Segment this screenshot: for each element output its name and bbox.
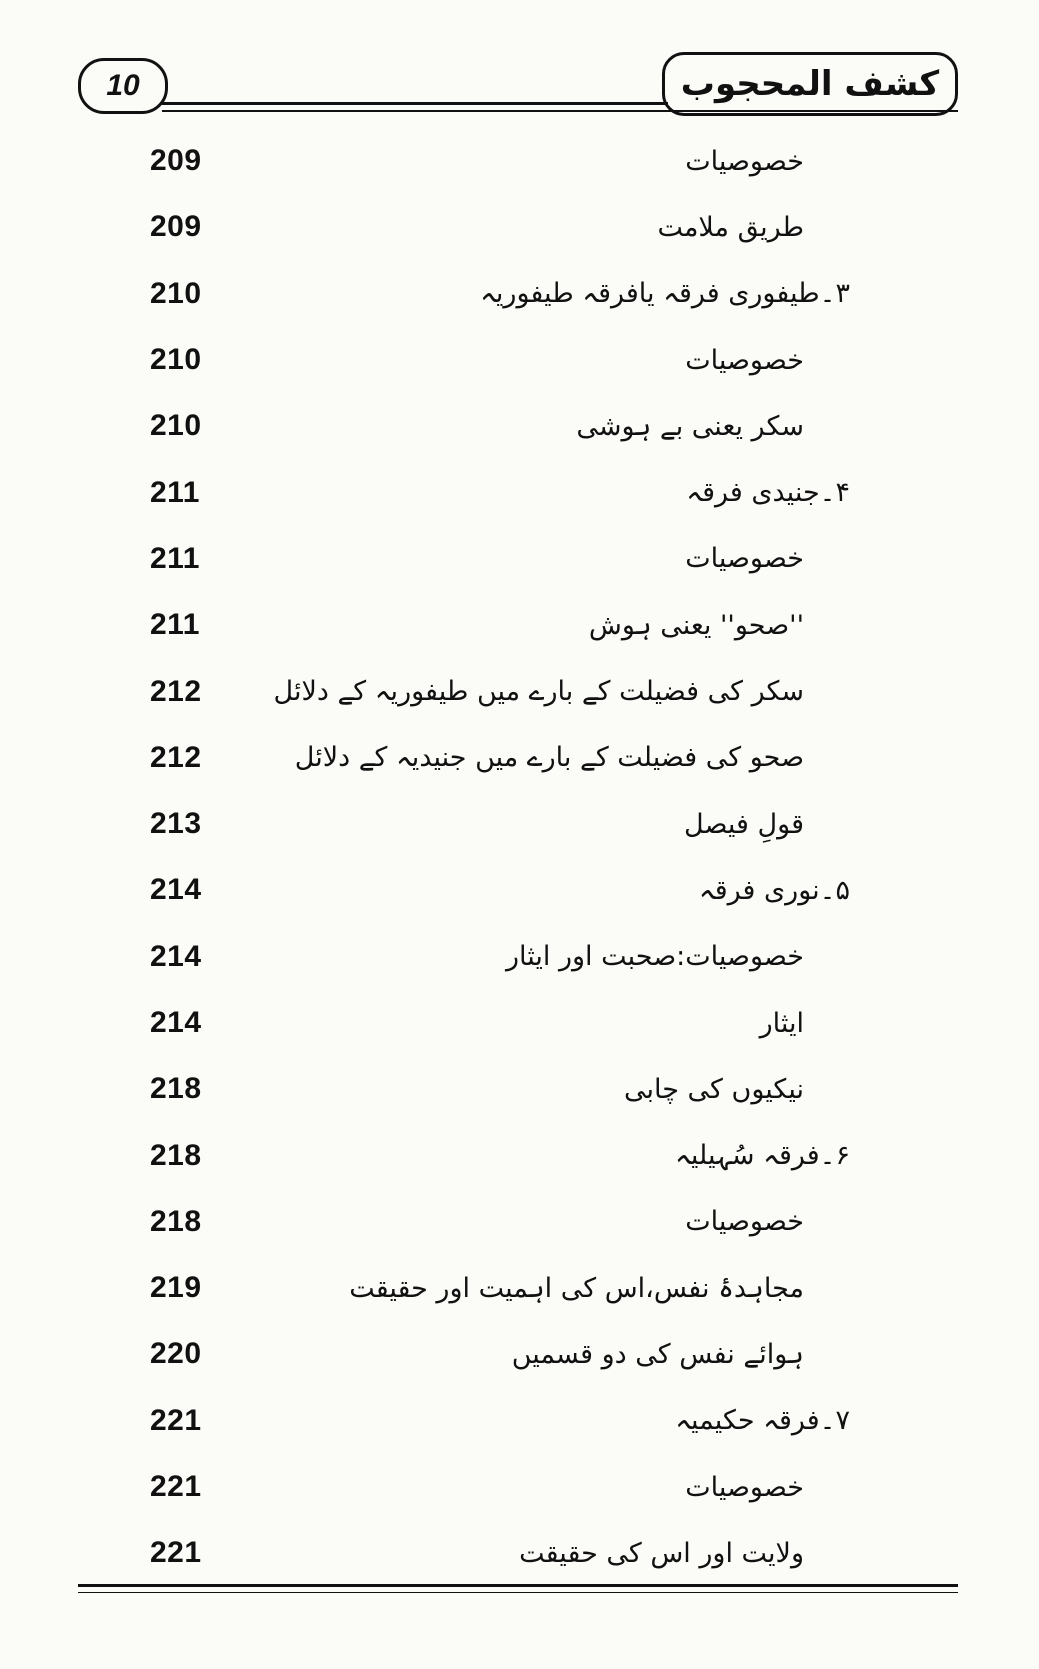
toc-entry (140, 725, 900, 791)
table-of-contents (140, 128, 900, 1587)
toc-entry (140, 1122, 900, 1188)
toc-section-title: ۴۔جنیدی فرقہ (686, 477, 850, 509)
toc-entry-title: ایثار (759, 1007, 804, 1039)
toc-entry (140, 459, 900, 525)
toc-page-number: 211 (150, 475, 200, 509)
footer-rule-thin (78, 1592, 958, 1593)
toc-page-number: 212 (150, 740, 202, 774)
toc-page-number: 221 (150, 1470, 202, 1504)
toc-entry-title: خصوصیات (685, 145, 804, 177)
toc-page-number: 214 (150, 873, 202, 907)
toc-page-number: 210 (150, 409, 202, 443)
toc-entry-title: مجاہدۂ نفس،اس کی اہمیت اور حقیقت (349, 1272, 804, 1304)
toc-page-number: 214 (150, 1006, 202, 1039)
toc-page-number: 218 (150, 1138, 202, 1172)
toc-entry-title: سکر یعنی بے ہوشی (576, 410, 804, 442)
toc-entry (140, 1056, 900, 1122)
toc-entry-title: ''صحو'' یعنی ہوش (588, 609, 804, 641)
page-header (78, 52, 958, 118)
toc-entry (140, 128, 900, 194)
toc-entry (140, 1321, 900, 1387)
toc-page-number: 219 (150, 1271, 202, 1305)
toc-page-number: 211 (150, 541, 200, 575)
toc-page-number: 213 (150, 807, 202, 841)
footer-rule (78, 1584, 958, 1587)
toc-page-number: 218 (150, 1072, 202, 1106)
toc-entry (140, 658, 900, 724)
toc-page-number: 214 (150, 939, 202, 973)
toc-page-number: 220 (150, 1337, 202, 1371)
toc-entry (140, 1189, 900, 1255)
toc-entry (140, 990, 900, 1056)
toc-page-number: 209 (150, 144, 202, 178)
toc-page-number: 210 (150, 343, 202, 377)
toc-entry (140, 393, 900, 459)
toc-entry (140, 924, 900, 990)
toc-page-number: 211 (150, 608, 200, 642)
toc-entry-title: ولایت اور اس کی حقیقت (519, 1537, 804, 1569)
toc-entry (140, 1520, 900, 1586)
toc-entry-title: سکر کی فضیلت کے بارے میں طیفوریہ کے دلائل (273, 676, 804, 708)
toc-entry (140, 1255, 900, 1321)
toc-entry-title: نیکیوں کی چابی (624, 1073, 804, 1105)
toc-page-number: 221 (150, 1403, 202, 1437)
toc-section-title: ۳۔طیفوری فرقہ یافرقہ طیفوریہ (480, 278, 850, 310)
toc-entry (140, 194, 900, 260)
toc-entry (140, 592, 900, 658)
header-rule (162, 102, 668, 105)
toc-entry-title: صحو کی فضیلت کے بارے میں جنیدیہ کے دلائل (294, 742, 804, 774)
toc-entry-title: قولِ فیصل (684, 808, 804, 840)
toc-entry-title: خصوصیات:صحبت اور ایثار (505, 941, 804, 973)
toc-page-number: 212 (150, 674, 202, 708)
toc-page-number: 218 (150, 1204, 202, 1238)
toc-entry-title: خصوصیات (685, 1206, 804, 1238)
toc-page-number: 221 (150, 1536, 202, 1570)
toc-page-number: 209 (150, 210, 202, 244)
toc-entry-title: ہوائے نفس کی دو قسمیں (511, 1338, 804, 1370)
toc-entry-title: خصوصیات (685, 1471, 804, 1503)
toc-entry (140, 327, 900, 393)
toc-section-title: ۵۔نوری فرقہ (698, 874, 850, 906)
toc-page-number: 210 (150, 276, 202, 310)
toc-entry (140, 261, 900, 327)
toc-entry (140, 1454, 900, 1520)
toc-section-title: ۷۔فرقہ حکیمیہ (675, 1405, 850, 1437)
book-title: کشف المحجوب (662, 52, 958, 116)
toc-entry (140, 791, 900, 857)
toc-entry-title: طریق ملامت (657, 211, 804, 243)
toc-entry (140, 1388, 900, 1454)
toc-entry (140, 857, 900, 923)
page-number: 10 (78, 58, 168, 114)
toc-entry (140, 526, 900, 592)
toc-entry-title: خصوصیات (685, 543, 804, 575)
toc-entry-title: خصوصیات (685, 344, 804, 376)
toc-section-title: ۶۔فرقہ سُہیلیہ (675, 1140, 850, 1172)
